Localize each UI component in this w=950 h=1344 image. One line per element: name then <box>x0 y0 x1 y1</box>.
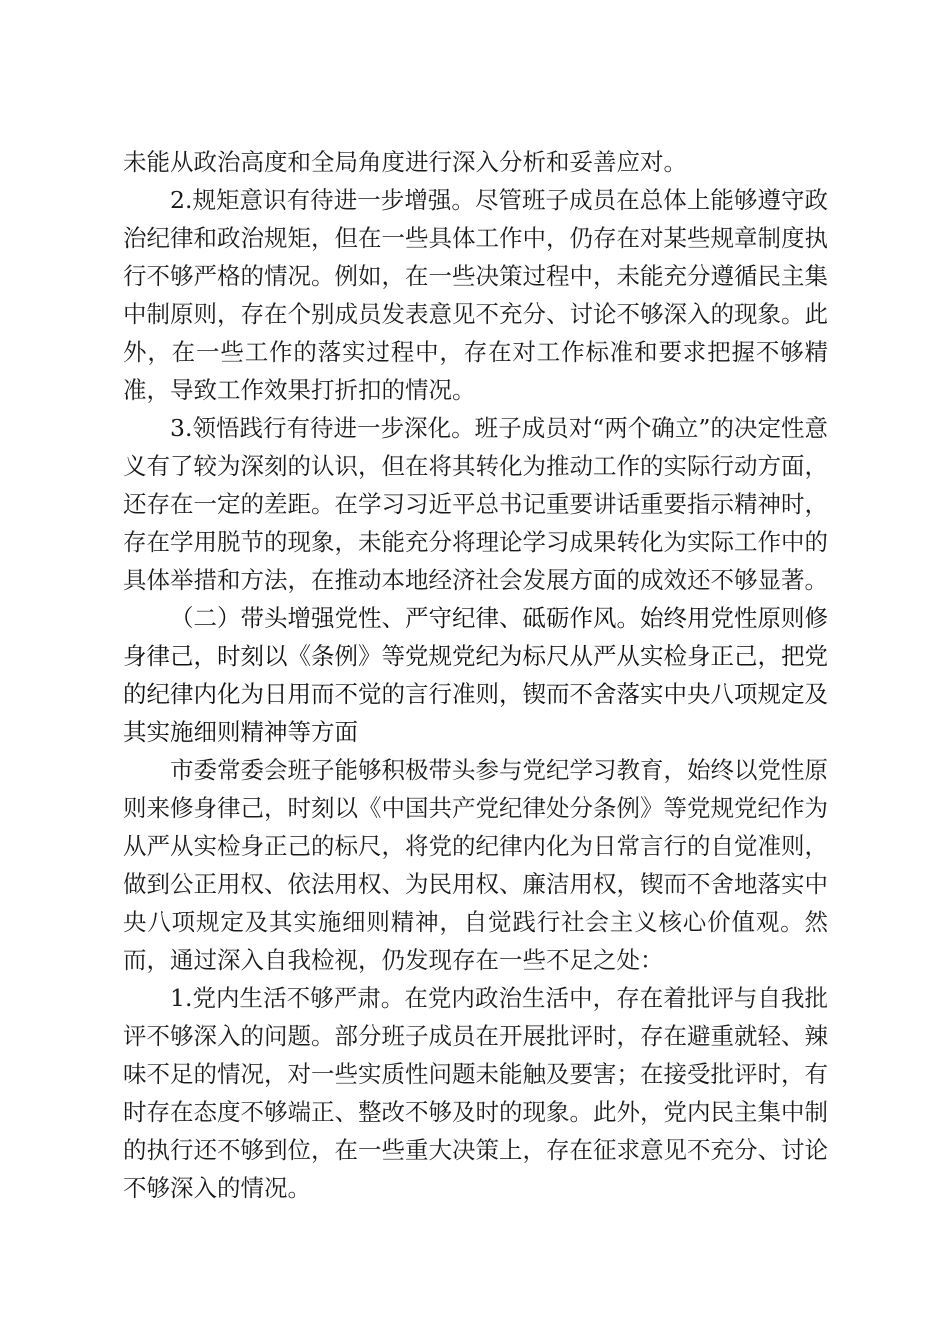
paragraph-party-life: 1.党内生活不够严肃。在党内政治生活中，存在着批评与自我批评不够深入的问题。部分班子成员在开展批评时，存在避重就轻、辣味不足的情况，对一些实质性问题未能触及要害；在接受批评时，有时存在态度不够端正、整改不够及时的现象。此外，党内民主集中制的执行还不够到位，在一些重大决策上，存在征求意见不充分、讨论不够深入的情况。 <box>123 984 828 1202</box>
section-heading-2: （二）带头增强党性、严守纪律、砥砺作风。始终用党性原则修身律己，时刻以《条例》等党规党纪为标尺从严从实检身正己，把党的纪律内化为日用而不觉的言行准则，锲而不舍落实中央八项规定及其实施细则精神等方面 <box>123 604 828 746</box>
paragraph-standing-committee: 市委常委会班子能够积极带头参与党纪学习教育，始终以党性原则来修身律己，时刻以《中国共产党纪律处分条例》等党规党纪作为从严从实检身正己的标尺，将党的纪律内化为日常言行的自觉准则，做到公正用权、依法用权、为民用权、廉洁用权，锲而不舍地落实中央八项规定及其实施细则精神，自觉践行社会主义核心价值观。然而，通过深入自我检视，仍发现存在一些不足之处： <box>123 756 828 974</box>
document-body <box>123 143 828 1207</box>
paragraph-comprehension-practice: 3.领悟践行有待进一步深化。班子成员对“两个确立”的决定性意义有了较为深刻的认识，但在将其转化为推动工作的实际行动方面，还存在一定的差距。在学习习近平总书记重要讲话重要指示精神时，存在学用脱节的现象，未能充分将理论学习成果转化为实际工作中的具体举措和方法，在推动本地经济社会发展方面的成效还不够显著。 <box>123 414 828 594</box>
paragraph-continuation: 未能从政治高度和全局角度进行深入分析和妥善应对。 <box>123 148 687 176</box>
paragraph-rules-awareness: 2.规矩意识有待进一步增强。尽管班子成员在总体上能够遵守政治纪律和政治规矩，但在一些具体工作中，仍存在对某些规章制度执行不够严格的情况。例如，在一些决策过程中，未能充分遵循民主集中制原则，存在个别成员发表意见不充分、讨论不够深入的现象。此外，在一些工作的落实过程中，存在对工作标准和要求把握不够精准，导致工作效果打折扣的情况。 <box>123 186 828 404</box>
